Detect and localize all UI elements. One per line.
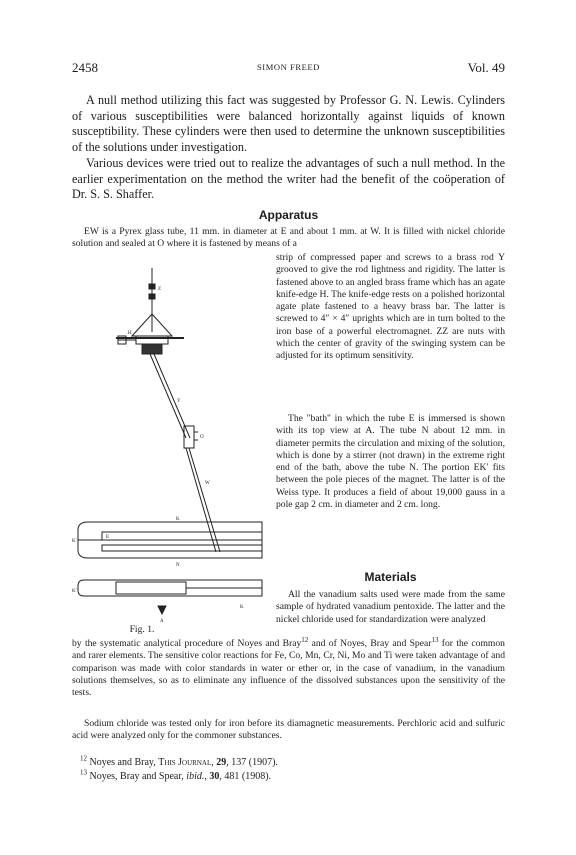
- figure-caption: Fig. 1.: [129, 624, 155, 635]
- label-z: Z: [158, 287, 162, 292]
- label-h: H: [128, 331, 132, 336]
- reference-13: 13: [431, 635, 439, 644]
- footnote-12-journal: This Journal: [158, 757, 212, 768]
- footnote-13-text: Noyes, Bray and Spear,: [87, 771, 187, 782]
- footnote-13: [80, 770, 271, 783]
- intro-paragraph-2: Various devices were tried out to realize the advantages of such a null method. In the earlier experimentation on the method the writer had the benefit of the coöperation of Dr. S. S. Shaffer.: [72, 156, 505, 202]
- footnote-12: [80, 756, 278, 769]
- footnote-12-number: 12: [80, 754, 87, 763]
- label-k-prime: K′: [72, 539, 77, 544]
- footnote-13-number: 13: [80, 768, 87, 777]
- label-k: K: [176, 517, 180, 522]
- materials-text-part-3: for the common and rarer elements. The sensitive color reactions for Fe, Co, Mn, Cr, Ni, Mo and Ti were taken advantage of and comparison was made with color standards in water or ether or, in the case of vanadium, in the vanadium solutions themselves, so as to eliminate any influence of the dissolved substances upon the sensitivity of the tests.: [72, 638, 505, 699]
- footnote-12-sep: ,: [211, 757, 217, 768]
- footnote-12-text: Noyes and Bray,: [87, 757, 159, 768]
- label-n: N: [176, 563, 180, 568]
- apparatus-heading: Apparatus: [258, 208, 319, 222]
- intro-paragraph-1: A null method utilizing this fact was suggested by Professor G. N. Lewis. Cylinders of various susceptibilities were balanced horizontally against liquids of known susceptibility. These cylinders were then used to determine the unknown susceptibilities of the solutions under investigation.: [72, 93, 505, 154]
- figure-1-apparatus-drawing: [72, 262, 268, 622]
- label-a: A: [160, 619, 164, 622]
- footnote-12-pages: , 137 (1907).: [226, 757, 278, 768]
- nut-z-lower: [149, 294, 155, 299]
- label-k-prime-top: K′: [72, 589, 77, 594]
- nut-z-upper: [149, 284, 155, 289]
- materials-text-part-1: by the systematic analytical procedure of Noyes and Bray: [72, 638, 302, 649]
- footnote-12-volume: 29: [216, 757, 227, 768]
- apparatus-full-width-text: EW is a Pyrex glass tube, 11 mm. in diameter at E and about 1 mm. at W. It is filled with nickel chloride solution and sealed at O where it is fastened by means of a: [72, 226, 505, 250]
- apparatus-right-paragraph-1: strip of compressed paper and screws to a brass rod Y grooved to give the rod lightness and rigidity. The latter is fastened above to an angled brass frame which has an agate knife-edge H. The knife-edge rests on a polished horizontal agate plate fastened to a heavy brass bar. The latter is screwed to 4″ × 4″ uprights which are in turn bolted to the iron base of a powerful electromagnet. ZZ are nuts with which the center of gravity of the swinging system can be adjusted for its optimum sensitivity.: [276, 252, 505, 362]
- footnote-13-volume: 30: [209, 771, 220, 782]
- materials-heading: Materials: [364, 570, 417, 584]
- apparatus-right-paragraph-2: The "bath" in which the tube E is immersed is shown with its top view at A. The tube N about 12 mm. in diameter permits the circulation and mixing of the solution, which is done by a stirrer (not drawn) in the extreme right end of the bath, above the tube N. The portion EK′ fits between the pole pieces of the magnet. The latter is of the Weiss type. It produces a field of about 19,000 gauss in a pole gap 2 cm. in diameter and 2 cm. long.: [276, 413, 505, 511]
- footnote-13-ibid: ibid.: [186, 771, 205, 782]
- footnote-13-sep: ,: [204, 771, 210, 782]
- label-w: W: [205, 481, 210, 486]
- materials-paragraph-2: Sodium chloride was tested only for iron before its diamagnetic measurements. Perchloric acid and sulfuric acid were analyzed only for the commoner substances.: [72, 718, 505, 742]
- label-e: E: [106, 535, 110, 540]
- label-o: O: [200, 435, 204, 440]
- reference-12: 12: [301, 635, 309, 644]
- materials-paragraph-1: [72, 635, 505, 699]
- footnote-13-pages: , 481 (1908).: [219, 771, 272, 782]
- label-k-top: K: [240, 605, 244, 610]
- running-header: [72, 60, 505, 78]
- materials-right-paragraph: All the vanadium salts used were made from the same sample of hydrated vanadium pentoxide. The latter and the nickel chloride used for standardization were analyzed: [276, 589, 505, 625]
- label-y: Y: [177, 399, 181, 404]
- volume-label: Vol. 49: [467, 60, 505, 75]
- page-number: 2458: [72, 60, 98, 75]
- running-title: SIMON FREED: [256, 62, 321, 72]
- materials-text-part-2: and of Noyes, Bray and Spear: [308, 638, 432, 649]
